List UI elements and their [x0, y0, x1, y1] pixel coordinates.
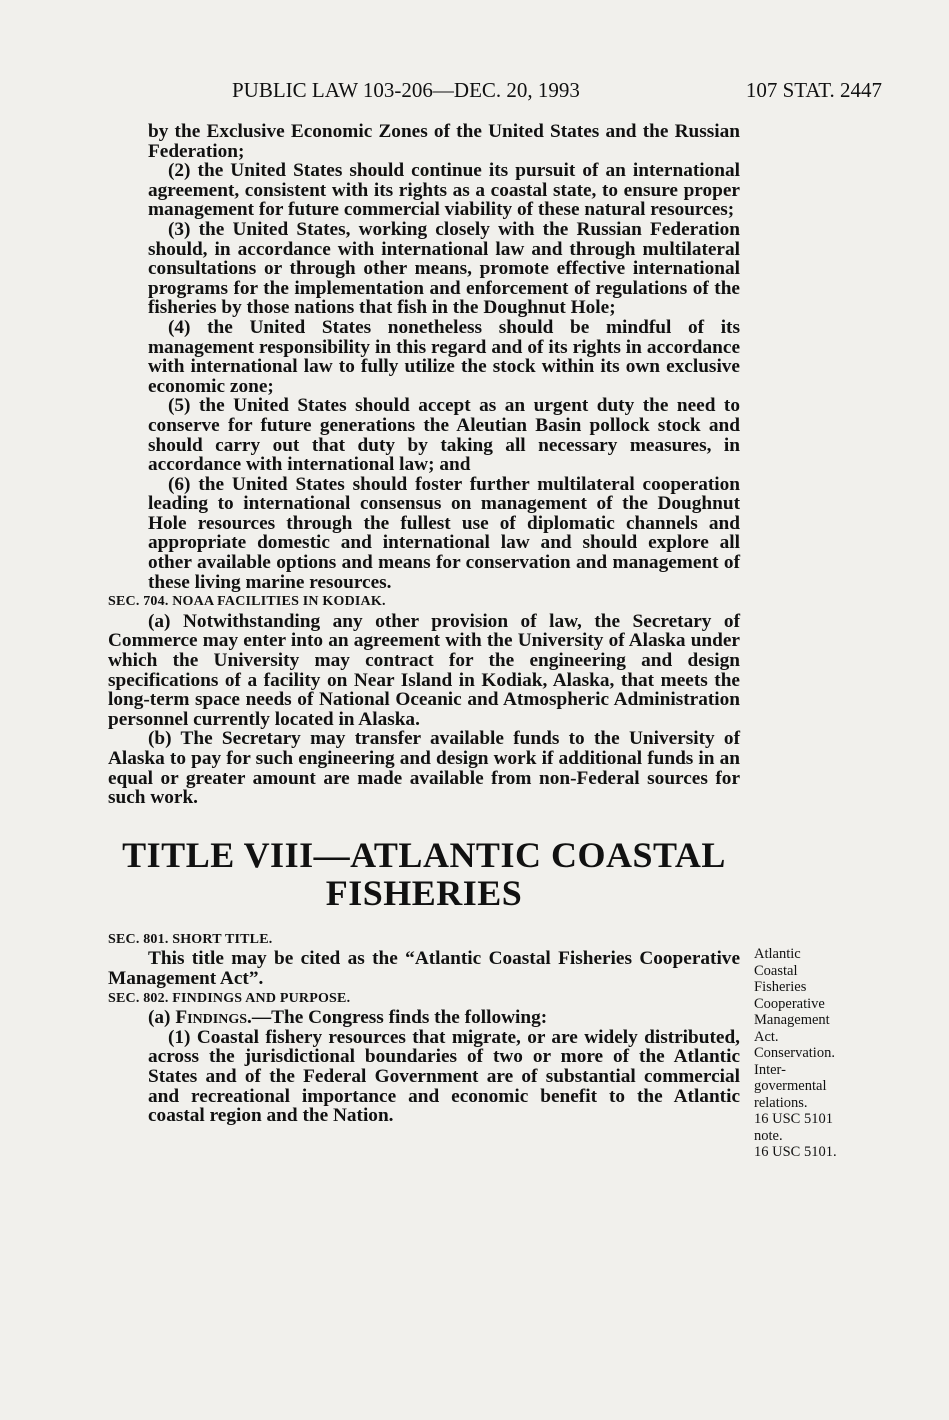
sec-801-text: This title may be cited as the “Atlantic Coastal Fisheries Cooperative Management Act”. — [108, 948, 740, 989]
header-stat-page: 107 STAT. 2447 — [745, 78, 882, 102]
margin-note: note. — [754, 1127, 783, 1144]
sec-802-a-term: Findings. — [175, 1007, 252, 1029]
margin-note: 16 USC 5101. — [754, 1144, 837, 1160]
finding-6: (6) the United States should foster further multilateral cooperation leading to international consensus on management of the Doughnut Hole resources through the fullest use of diplomatic channels and appropriate domestic and international law and should explore all other available options and means for conservation and management of these living marine resources. — [148, 473, 740, 593]
sec-704-a: (a) Notwithstanding any other provision of law, the Secretary of Commerce may enter into an agreement with the University of Alaska under which the University may contract for the engineering and design specifications of a facility on Near Island in Kodiak, Alaska, that meets the long-term space needs of National Oceanic and Atmospheric Administration personnel currently located in Alaska. — [108, 610, 740, 730]
header-law-citation: PUBLIC LAW 103-206—DEC. 20, 1993 — [232, 78, 580, 102]
sec-801-heading: SEC. 801. SHORT TITLE. — [108, 931, 273, 947]
sec-802-findings — [108, 1028, 740, 1126]
finding-2: (2) the United States should continue its pursuit of an international agreement, consistent with its rights as a coastal state, to ensure proper management for future commercial viability of these natural resources; — [148, 160, 740, 221]
margin-note: govermental — [754, 1078, 827, 1094]
margin-note: Management — [754, 1012, 830, 1028]
finding-5: (5) the United States should accept as an urgent duty the need to conserve for future generations the Aleutian Basin pollock stock and should carry out that duty by taking all necessary measures, in accordance with international law; and — [148, 395, 740, 476]
finding-4: (4) the United States nonetheless should be mindful of its management responsibility in this regard and of its rights in accordance with international law to fully utilize the stock within its own exclusive economic zone; — [148, 316, 740, 397]
sec-802-a-rest: —The Congress finds the following: — [251, 1007, 548, 1029]
page-body — [108, 122, 740, 1126]
margin-note: Fisheries — [754, 979, 807, 995]
finding-3: (3) the United States, working closely with the Russian Federation should, in accordance with international law and through multilateral consultations or through other means, promote effective international programs for the implementation and enforcement of regulations of the fisheries by those nations that fish in the Doughnut Hole; — [148, 218, 740, 319]
sec-704-heading: SEC. 704. NOAA FACILITIES IN KODIAK. — [108, 594, 386, 610]
margin-notes — [754, 946, 874, 1161]
page-header — [232, 78, 882, 108]
continuation-text: by the Exclusive Economic Zones of the United States and the Russian Federation; — [148, 121, 740, 162]
sec-802-finding-1: (1) Coastal fishery resources that migrate, or are widely distributed, across the jurisdictional boundaries of two or more of the Atlantic States and of the Federal Government are of substantial commercial and recreational importance and economic benefit to the Atlantic coastal region and the Nation. — [148, 1026, 740, 1127]
title-line-1: TITLE VIII—ATLANTIC COASTAL — [122, 834, 726, 875]
sec-802-a-label: (a) — [148, 1007, 176, 1029]
margin-note: Coastal — [754, 962, 798, 979]
sec-802-heading: SEC. 802. FINDINGS AND PURPOSE. — [108, 990, 351, 1006]
margin-note: Conservation. — [754, 1045, 835, 1061]
margin-note: Inter- — [754, 1061, 786, 1078]
margin-note: Cooperative — [754, 995, 825, 1012]
margin-note: Atlantic — [754, 946, 801, 962]
margin-note: relations. — [754, 1094, 808, 1111]
title-line-2: FISHERIES — [325, 872, 523, 913]
sec-802-a — [108, 1008, 740, 1028]
findings-list — [108, 122, 740, 592]
title-heading — [108, 836, 740, 912]
margin-note: Act. — [754, 1028, 779, 1045]
margin-note: 16 USC 5101 — [754, 1111, 833, 1127]
sec-704-b: (b) The Secretary may transfer available funds to the University of Alaska to pay for such engineering and design work if additional funds in an equal or greater amount are made available from non-Federal sources for such work. — [108, 728, 740, 809]
